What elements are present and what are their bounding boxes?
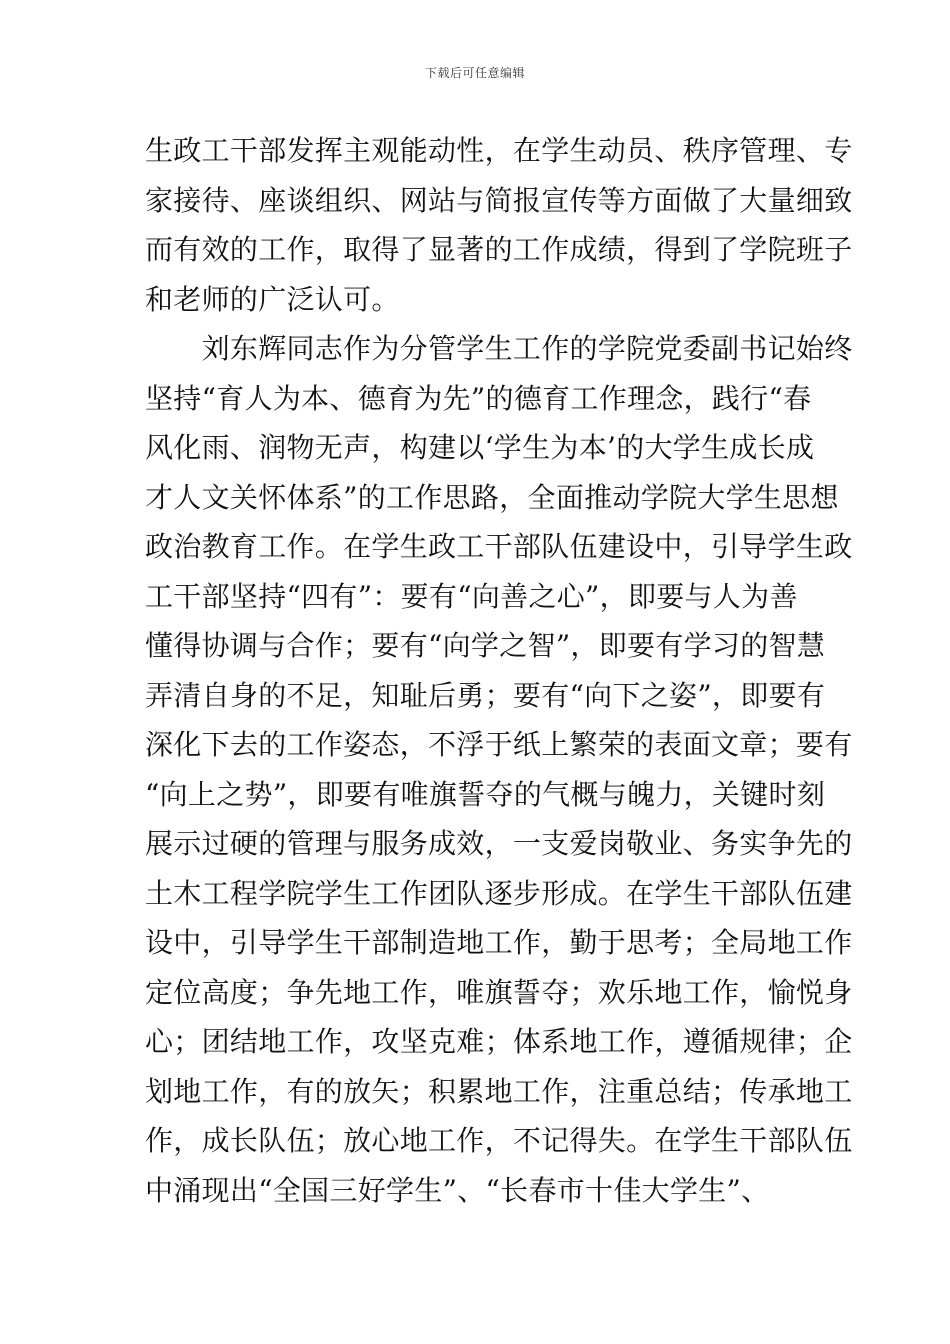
body-text xyxy=(145,126,853,1215)
text-line: “向上之势”，即要有唯旗誓夺的气概与魄力，关键时刻 xyxy=(145,777,826,811)
text-line: 展示过硬的管理与服务成效，一支爱岗敬业、务实争先的 xyxy=(145,827,853,860)
text-line: 刘东辉同志作为分管学生工作的学院党委副书记始终 xyxy=(145,332,853,365)
text-line: 家接待、座谈组织、网站与简报宣传等方面做了大量细致 xyxy=(145,183,853,217)
text-line: 政治教育工作。在学生政工干部队伍建设中，引导学生政 xyxy=(145,530,853,563)
text-line: 才人文关怀体系”的工作思路，全面推动学院大学生思想 xyxy=(145,480,839,514)
text-line: 弄清自身的不足，知耻后勇；要有“向下之姿”，即要有 xyxy=(145,678,826,712)
text-line: 生政工干部发挥主观能动性，在学生动员、秩序管理、专 xyxy=(145,134,853,167)
page-header: 下载后可任意编辑 xyxy=(424,66,525,80)
text-line: 风化雨、润物无声，构建以‘学生为本’的大学生成长成 xyxy=(145,431,815,464)
text-line: 作，成长队伍；放心地工作，不记得失。在学生干部队伍 xyxy=(145,1124,853,1157)
text-line: 坚持“育人为本、德育为先”的德育工作理念，践行“春 xyxy=(145,381,812,415)
text-line: 懂得协调与合作；要有“向学之智”，即要有学习的智慧 xyxy=(145,629,826,662)
text-line: 定位高度；争先地工作，唯旗誓夺；欢乐地工作，愉悦身 xyxy=(145,975,853,1009)
text-line: 土木工程学院学生工作团队逐步形成。在学生干部队伍建 xyxy=(145,876,853,910)
text-line: 而有效的工作，取得了显著的工作成绩，得到了学院班子 xyxy=(145,233,853,266)
text-line: 深化下去的工作姿态，不浮于纸上繁荣的表面文章；要有 xyxy=(145,728,853,761)
text-line: 中涌现出“全国三好学生”、“长春市十佳大学生”、 xyxy=(145,1173,770,1207)
text-line: 心；团结地工作，攻坚克难；体系地工作，遵循规律；企 xyxy=(145,1025,853,1058)
text-line: 和老师的广泛认可。 xyxy=(145,282,400,316)
text-line: 设中，引导学生干部制造地工作，勤于思考；全局地工作 xyxy=(145,926,853,959)
text-line: 划地工作，有的放矢；积累地工作，注重总结；传承地工 xyxy=(145,1074,853,1108)
text-line: 工干部坚持“四有”：要有“向善之心”，即要与人为善 xyxy=(145,579,798,613)
